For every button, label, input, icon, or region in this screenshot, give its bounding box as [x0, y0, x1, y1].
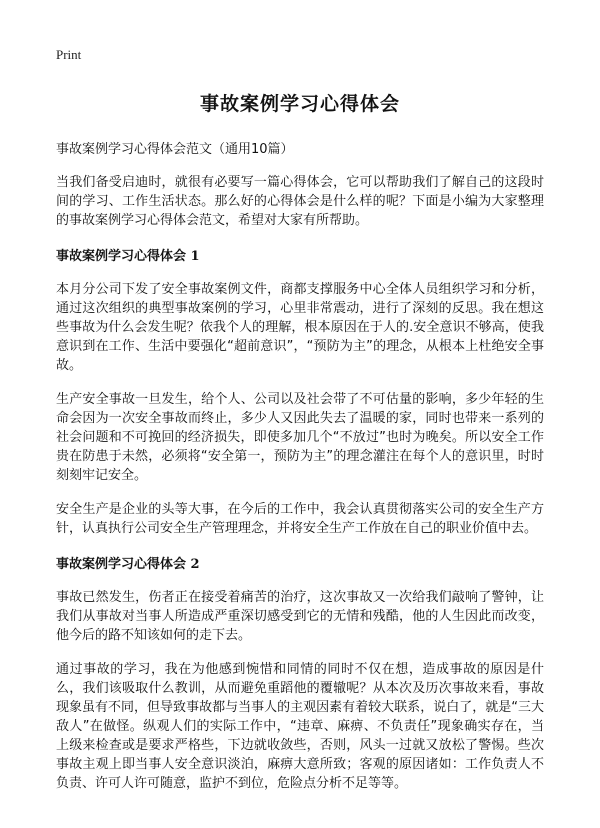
section-heading-1: 事故案例学习心得体会 1 [56, 249, 200, 264]
document-subtitle: 事故案例学习心得体会范文（通用10篇） [56, 142, 294, 157]
section-1-paragraph-2: 生产安全事故一旦发生，给个人、公司以及社会带了不可估量的影响，多少年轻的生命会因为一次安全事故而终止，多少人又因此失去了温暖的家，同时也带来一系列的社会问题和不可挽回的经济损失，即使多加几个“不放过”也时为晚矣。所以安全工作贵在防患于未然，必须将“安全第一，预防为主”的理念灌注在每个人的意识里，时时刻刻牢记安全。 [56, 392, 544, 483]
section-heading-2: 事故案例学习心得体会 2 [56, 557, 200, 572]
section-2-paragraph-1: 事故已然发生，伤者正在接受着痛苦的治疗，这次事故又一次给我们敲响了警钟，让我们从事故对当事人所造成严重深切感受到它的无情和残酷，他的人生因此而改变，他今后的路不知该如何的走下去。 [56, 590, 544, 643]
section-1-paragraph-1: 本月分公司下发了安全事故案例文件，商都支撑服务中心全体人员组织学习和分析，通过这次组织的典型事故案例的学习，心里非常震动，进行了深刻的反思。我在想这些事故为什么会发生呢？依我个人的理解，根本原因在于人的.安全意识不够高，使我意识到在工作、生活中要强化“超前意识”，“预防为主”的理念，从根本上杜绝安全事故。 [56, 282, 544, 373]
intro-paragraph: 当我们备受启迪时，就很有必要写一篇心得体会，它可以帮助我们了解自己的这段时间的学习、工作生活状态。那么好的心得体会是什么样的呢？下面是小编为大家整理的事故案例学习心得体会范文，希望对大家有所帮助。 [56, 175, 544, 228]
print-link[interactable]: Print [56, 47, 82, 62]
page-title: 事故案例学习心得体会 [199, 93, 400, 115]
section-1-paragraph-3: 安全生产是企业的头等大事，在今后的工作中，我会认真贯彻落实公司的安全生产方针，认真执行公司安全生产管理理念，并将安全生产工作放在自己的职业价值中去。 [56, 502, 544, 536]
section-2-paragraph-2: 通过事故的学习，我在为他感到惋惜和同情的同时不仅在想，造成事故的原因是什么，我们该吸取什么教训，从而避免重蹈他的覆辙呢？从本次及历次事故来看，事故现象虽有不同，但导致事故都与当事人的主观因素有着较大联系，说白了，就是“三大敌人”在做怪。纵观人们的实际工作中，“违章、麻痹、不负责任”现象确实存在，当上级来检查或是要求严格些，下边就收敛些，否则，风头一过就又放松了警惕。些次事故主观上即当事人安全意识淡泊，麻痹大意所致；客观的原因诸如：工作负责人不负责、许可人许可随意，监护不到位，危险点分析不足等等。 [56, 662, 544, 791]
